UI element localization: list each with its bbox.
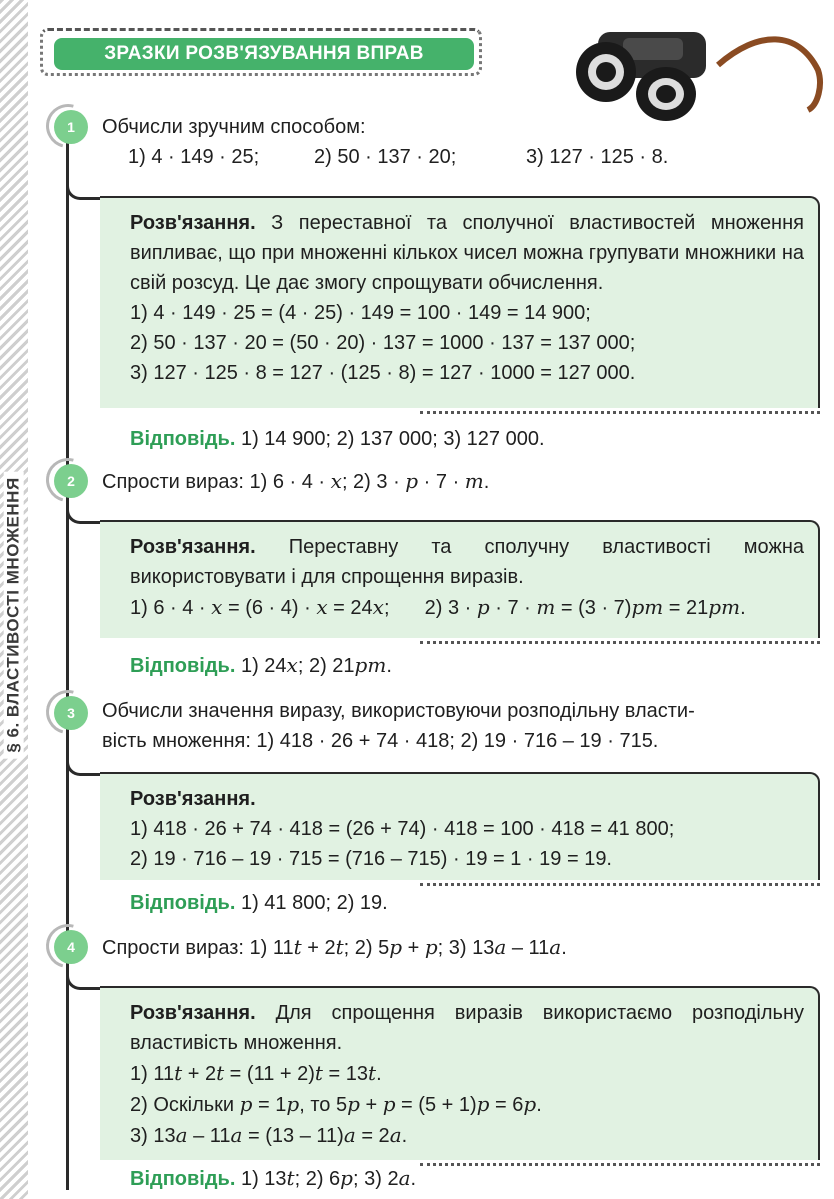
task-3-statement: Обчисли значення виразу, використовуючи розподільну власти- вість множення: 1) 418 · 26 + 74 · 418; 2) 19 · 716 – 19 · 715. [102,700,695,752]
solution-line: 1) 11t + 2t = (11 + 2)t = 13t. [130,1061,382,1085]
binoculars-icon [568,10,828,125]
task-2-answer: Відповідь. 1) 24x; 2) 21pm. [130,653,392,677]
task-3-answer [130,888,388,918]
solution-text: Для спрощення виразів використаємо розподільну властивість множення. [130,1002,804,1054]
answer-label: Відповідь. [130,1168,236,1190]
solution-text: З переставної та сполучної властивостей множення випливає, що при множенні кількох чисел можна групувати множники на свій розсуд. Це дає змогу спрощувати обчислення. [130,212,804,294]
solution-label: Розв'язання. [130,788,256,810]
solution-label: Розв'язання. [130,212,256,234]
solution-line: 2) 50 · 137 · 20 = (50 · 20) · 137 = 1000 · 137 = 137 000; [130,332,636,354]
task-number-badge: 2 [54,464,88,498]
task-1-item: 3) 127 · 125 · 8. [526,146,669,168]
task-1-item: 1) 4 · 149 · 25; [128,146,260,168]
task-number-badge: 3 [54,696,88,730]
task-2-statement: Спрости вираз: 1) 6 · 4 · x; 2) 3 · p · 7 · m. [102,469,490,493]
task-1-statement [102,112,820,172]
solution-line: 3) 127 · 125 · 8 = 127 · (125 · 8) = 127 · 1000 = 127 000. [130,362,636,384]
solution-line: 1) 4 · 149 · 25 = (4 · 25) · 149 = 100 · 149 = 14 900; [130,302,591,324]
answer-label: Відповідь. [130,428,236,450]
task-4-answer: Відповідь. 1) 13t; 2) 6p; 3) 2a. [130,1166,417,1190]
timeline-line [66,140,69,1190]
task-4-solution-box [100,986,820,1160]
header-title: ЗРАЗКИ РОЗВ'ЯЗУВАННЯ ВПРАВ [104,43,424,64]
section-vertical-title: § 6. ВЛАСТИВОСТІ МНОЖЕННЯ [2,440,26,790]
solution-label: Розв'язання. [130,1002,256,1024]
solution-line: 2) 19 · 716 – 19 · 715 = (716 – 715) · 19 = 1 · 19 = 19. [130,848,612,870]
solution-line: 1) 418 · 26 + 74 · 418 = (26 + 74) · 418 = 100 · 418 = 41 800; [130,818,675,840]
answer-label: Відповідь. [130,655,236,677]
answer-text: 1) 14 900; 2) 137 000; 3) 127 000. [240,428,545,450]
solution-line: 2) Оскільки p = 1p, то 5p + p = (5 + 1)p = 6p. [130,1092,542,1116]
solution-label: Розв'язання. [130,536,256,558]
task-1-answer [130,424,545,454]
task-3-solution-box [100,772,820,880]
task-1-item: 2) 50 · 137 · 20; [314,146,457,168]
solution-text: Переставну та сполучну властивості можна використовувати і для спрощення виразів. [130,536,804,588]
task-1-solution-box [100,196,820,408]
task-number-badge: 4 [54,930,88,964]
task-1-prompt: Обчисли зручним способом: [102,116,366,138]
answer-text: 1) 41 800; 2) 19. [240,892,388,914]
solution-line: 1) 6 · 4 · x = (6 · 4) · x = 24x; 2) 3 · p · 7 · m = (3 · 7)pm = 21pm. [130,595,746,619]
task-2-solution-box [100,520,820,638]
task-1-items [102,142,820,172]
task-4-statement: Спрости вираз: 1) 11t + 2t; 2) 5p + p; 3) 13a – 11a. [102,935,567,959]
header-banner [54,38,474,70]
solution-line: 3) 13a – 11a = (13 – 11)a = 2a. [130,1123,408,1147]
task-number-badge: 1 [54,110,88,144]
answer-label: Відповідь. [130,892,236,914]
